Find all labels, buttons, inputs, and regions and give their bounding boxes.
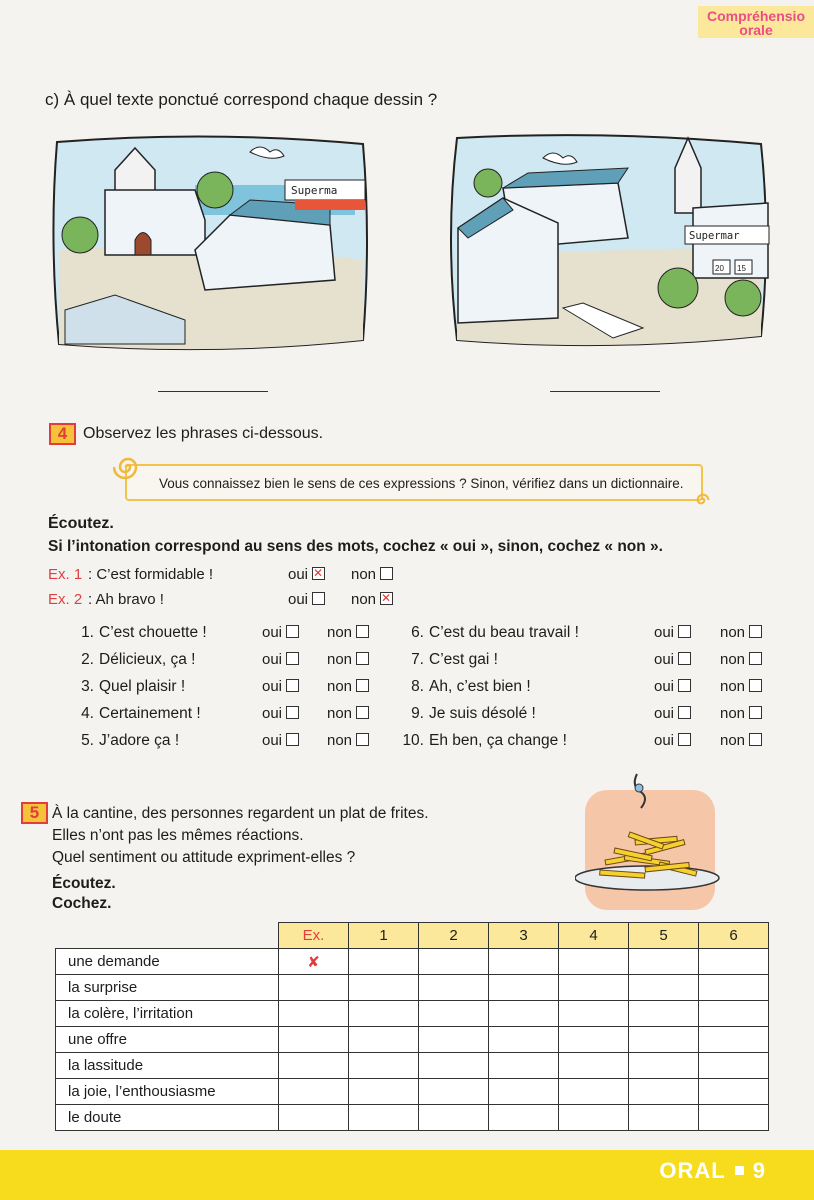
footer-label bbox=[659, 1158, 766, 1184]
example-label: Ex. 1 bbox=[48, 566, 83, 583]
no-label: non bbox=[327, 678, 353, 695]
footer-section: ORAL bbox=[659, 1158, 726, 1183]
example-mark bbox=[279, 975, 349, 1001]
yes-option bbox=[654, 651, 691, 668]
spiral-icon bbox=[113, 452, 143, 482]
answer-cell[interactable] bbox=[559, 1027, 629, 1053]
no-checkbox[interactable] bbox=[749, 652, 762, 665]
example-mark bbox=[279, 1105, 349, 1131]
no-checkbox[interactable] bbox=[356, 679, 369, 692]
table-row bbox=[56, 1001, 769, 1027]
exercise-5-line-1: À la cantine, des personnes regardent un plat de frites. bbox=[52, 805, 429, 822]
answer-cell[interactable] bbox=[419, 975, 489, 1001]
no-label: non bbox=[327, 732, 353, 749]
answer-cell[interactable] bbox=[699, 949, 769, 975]
yes-label: oui bbox=[654, 624, 675, 641]
no-option bbox=[351, 566, 393, 583]
section-tab-line1: Compréhensio bbox=[706, 8, 805, 24]
answer-cell[interactable] bbox=[699, 1027, 769, 1053]
item-number: 5. bbox=[81, 732, 94, 749]
no-checkbox[interactable] bbox=[749, 733, 762, 746]
yes-option bbox=[262, 705, 299, 722]
yes-label: oui bbox=[654, 678, 675, 695]
answer-cell[interactable] bbox=[699, 1001, 769, 1027]
no-label: non bbox=[327, 705, 353, 722]
no-option bbox=[327, 624, 369, 641]
page-footer bbox=[0, 1150, 814, 1200]
no-checkbox[interactable] bbox=[380, 592, 393, 605]
row-label: la surprise bbox=[56, 975, 279, 1001]
item-text: C’est gai ! bbox=[429, 651, 498, 668]
yes-label: oui bbox=[262, 624, 283, 641]
no-option bbox=[720, 651, 762, 668]
answer-cell[interactable] bbox=[349, 975, 419, 1001]
phrase-item bbox=[70, 732, 179, 750]
yes-checkbox[interactable] bbox=[312, 567, 325, 580]
answer-cell[interactable] bbox=[489, 975, 559, 1001]
grid-corner bbox=[56, 923, 279, 949]
answer-cell[interactable] bbox=[419, 1079, 489, 1105]
answer-cell[interactable] bbox=[559, 1105, 629, 1131]
phrase-item bbox=[400, 678, 531, 696]
answer-cell[interactable] bbox=[489, 1105, 559, 1131]
yes-option bbox=[654, 705, 691, 722]
example-phrase: : C’est formidable ! bbox=[88, 566, 214, 583]
yes-checkbox[interactable] bbox=[286, 679, 299, 692]
price-tag-1: 20 bbox=[715, 264, 724, 273]
no-option bbox=[720, 678, 762, 695]
answer-cell[interactable] bbox=[349, 949, 419, 975]
yes-label: oui bbox=[262, 651, 283, 668]
answer-cell[interactable] bbox=[559, 1001, 629, 1027]
yes-label: oui bbox=[262, 705, 283, 722]
yes-label: oui bbox=[654, 732, 675, 749]
no-option bbox=[327, 678, 369, 695]
no-checkbox[interactable] bbox=[356, 733, 369, 746]
item-text: Certainement ! bbox=[99, 705, 201, 722]
row-label: le doute bbox=[56, 1105, 279, 1131]
exercise-4-title: Observez les phrases ci-dessous. bbox=[83, 425, 324, 442]
answer-cell[interactable] bbox=[629, 1105, 699, 1131]
answer-cell[interactable] bbox=[489, 1079, 559, 1105]
yes-label: oui bbox=[288, 566, 309, 583]
no-checkbox[interactable] bbox=[356, 652, 369, 665]
answer-cell[interactable] bbox=[559, 949, 629, 975]
spiral-icon-small bbox=[693, 490, 713, 510]
yes-option bbox=[288, 591, 325, 608]
item-number: 3. bbox=[81, 678, 94, 695]
no-option bbox=[720, 624, 762, 641]
no-checkbox[interactable] bbox=[749, 679, 762, 692]
item-text: J’adore ça ! bbox=[99, 732, 180, 749]
item-number: 1. bbox=[81, 624, 94, 641]
no-option bbox=[720, 705, 762, 722]
village-illustration-1 bbox=[45, 130, 375, 358]
answer-cell[interactable] bbox=[349, 1053, 419, 1079]
yes-option bbox=[654, 678, 691, 695]
item-text: Eh ben, ça change ! bbox=[429, 732, 567, 749]
no-option bbox=[720, 732, 762, 749]
answer-cell[interactable] bbox=[629, 1027, 699, 1053]
yes-option bbox=[654, 732, 691, 749]
answer-cell[interactable] bbox=[629, 975, 699, 1001]
answer-cell[interactable] bbox=[349, 1105, 419, 1131]
col-header-2: 2 bbox=[419, 923, 489, 949]
answer-cell[interactable] bbox=[419, 949, 489, 975]
yes-checkbox[interactable] bbox=[286, 733, 299, 746]
yes-checkbox[interactable] bbox=[678, 679, 691, 692]
answer-cell[interactable] bbox=[629, 1001, 699, 1027]
grid-header-row bbox=[56, 923, 769, 949]
square-icon bbox=[735, 1166, 744, 1175]
table-row bbox=[56, 949, 769, 975]
answer-cell[interactable] bbox=[419, 1027, 489, 1053]
answer-cell[interactable] bbox=[349, 1001, 419, 1027]
col-header-4: 4 bbox=[559, 923, 629, 949]
phrase-item bbox=[400, 651, 498, 669]
col-header-5: 5 bbox=[629, 923, 699, 949]
answer-cell[interactable] bbox=[699, 1079, 769, 1105]
phrase-item bbox=[400, 705, 536, 723]
yes-option bbox=[262, 732, 299, 749]
no-option bbox=[327, 651, 369, 668]
example-row-1 bbox=[48, 566, 377, 583]
exercise-5-number: 5 bbox=[21, 802, 48, 824]
answer-cell[interactable] bbox=[699, 975, 769, 1001]
example-mark bbox=[279, 1053, 349, 1079]
tip-box bbox=[125, 464, 703, 501]
yes-option bbox=[262, 624, 299, 641]
item-text: Quel plaisir ! bbox=[99, 678, 186, 695]
row-label: la lassitude bbox=[56, 1053, 279, 1079]
answer-cell[interactable] bbox=[559, 1079, 629, 1105]
example-mark bbox=[279, 1001, 349, 1027]
no-option bbox=[327, 705, 369, 722]
no-label: non bbox=[351, 566, 377, 583]
section-tab-line2: orale bbox=[739, 22, 773, 38]
exercise-5-listen: Écoutez. bbox=[52, 875, 116, 892]
item-number: 6. bbox=[411, 624, 424, 641]
answer-cell[interactable] bbox=[349, 1079, 419, 1105]
phrase-item bbox=[70, 651, 195, 669]
example-label: Ex. 2 bbox=[48, 591, 83, 608]
exercise-5-text bbox=[52, 803, 429, 869]
no-checkbox[interactable] bbox=[749, 625, 762, 638]
row-label: une offre bbox=[56, 1027, 279, 1053]
table-row bbox=[56, 1053, 769, 1079]
exercise-5-line-3: Quel sentiment ou attitude expriment-elles ? bbox=[52, 849, 356, 866]
yes-checkbox[interactable] bbox=[312, 592, 325, 605]
yes-label: oui bbox=[654, 705, 675, 722]
no-checkbox[interactable] bbox=[356, 706, 369, 719]
item-text: C’est du beau travail ! bbox=[429, 624, 579, 641]
answer-cell[interactable] bbox=[419, 1001, 489, 1027]
yes-option bbox=[262, 651, 299, 668]
tip-text: Vous connaissez bien le sens de ces expressions ? Sinon, vérifiez dans un dictionnaire. bbox=[159, 476, 684, 491]
fries-plate-illustration bbox=[575, 770, 725, 915]
yes-checkbox[interactable] bbox=[678, 652, 691, 665]
phrase-item bbox=[70, 678, 185, 696]
exercise-5-line-2: Elles n’ont pas les mêmes réactions. bbox=[52, 827, 304, 844]
answer-cell[interactable] bbox=[629, 1053, 699, 1079]
no-label: non bbox=[327, 624, 353, 641]
yes-checkbox[interactable] bbox=[286, 706, 299, 719]
emotion-grid bbox=[55, 922, 769, 1131]
no-label: non bbox=[720, 651, 746, 668]
table-row bbox=[56, 1027, 769, 1053]
no-checkbox[interactable] bbox=[380, 567, 393, 580]
yes-checkbox[interactable] bbox=[678, 733, 691, 746]
answer-cell[interactable] bbox=[349, 1027, 419, 1053]
exercise-4-listen: Écoutez. bbox=[48, 515, 114, 532]
table-row bbox=[56, 975, 769, 1001]
no-label: non bbox=[327, 651, 353, 668]
no-checkbox[interactable] bbox=[356, 625, 369, 638]
exercise-5-check: Cochez. bbox=[52, 895, 112, 912]
answer-cell[interactable] bbox=[699, 1105, 769, 1131]
item-number: 10. bbox=[402, 732, 424, 749]
yes-label: oui bbox=[654, 651, 675, 668]
col-header-ex: Ex. bbox=[279, 923, 349, 949]
answer-cell[interactable] bbox=[489, 1053, 559, 1079]
answer-cell[interactable] bbox=[419, 1053, 489, 1079]
answer-cell[interactable] bbox=[699, 1053, 769, 1079]
yes-checkbox[interactable] bbox=[286, 652, 299, 665]
col-header-3: 3 bbox=[489, 923, 559, 949]
no-checkbox[interactable] bbox=[749, 706, 762, 719]
section-tab bbox=[698, 6, 814, 38]
answer-cell[interactable] bbox=[629, 949, 699, 975]
village-illustration-2 bbox=[443, 128, 773, 356]
item-number: 9. bbox=[411, 705, 424, 722]
col-header-6: 6 bbox=[699, 923, 769, 949]
no-option bbox=[327, 732, 369, 749]
yes-label: oui bbox=[288, 591, 309, 608]
example-mark bbox=[279, 1079, 349, 1105]
answer-cell[interactable] bbox=[489, 1001, 559, 1027]
col-header-1: 1 bbox=[349, 923, 419, 949]
item-text: C’est chouette ! bbox=[99, 624, 207, 641]
no-label: non bbox=[720, 705, 746, 722]
phrase-item bbox=[400, 732, 567, 750]
question-c: c) À quel texte ponctué correspond chaque dessin ? bbox=[45, 90, 438, 109]
yes-label: oui bbox=[262, 678, 283, 695]
item-number: 7. bbox=[411, 651, 424, 668]
exercise-5-instructions bbox=[52, 874, 116, 914]
no-label: non bbox=[720, 624, 746, 641]
example-mark bbox=[279, 1027, 349, 1053]
yes-checkbox[interactable] bbox=[286, 625, 299, 638]
item-number: 2. bbox=[81, 651, 94, 668]
exercise-4-instruction: Si l’intonation correspond au sens des mots, cochez « oui », sinon, cochez « non ». bbox=[48, 538, 663, 555]
phrase-item bbox=[70, 624, 207, 642]
item-number: 8. bbox=[411, 678, 424, 695]
supermarket-sign-1: Superma bbox=[291, 184, 338, 197]
no-option bbox=[351, 591, 393, 608]
example-mark: ✘ bbox=[279, 949, 349, 975]
answer-cell[interactable] bbox=[489, 1027, 559, 1053]
item-number: 4. bbox=[81, 705, 94, 722]
table-row bbox=[56, 1079, 769, 1105]
no-label: non bbox=[351, 591, 377, 608]
phrase-item bbox=[70, 705, 201, 723]
yes-checkbox[interactable] bbox=[678, 625, 691, 638]
answer-cell[interactable] bbox=[559, 975, 629, 1001]
yes-option bbox=[288, 566, 325, 583]
yes-checkbox[interactable] bbox=[678, 706, 691, 719]
supermarket-sign-2: Supermar bbox=[689, 230, 740, 242]
phrase-item bbox=[400, 624, 579, 642]
yes-option bbox=[262, 678, 299, 695]
row-label: la colère, l’irritation bbox=[56, 1001, 279, 1027]
price-tag-2: 15 bbox=[737, 264, 746, 273]
table-row bbox=[56, 1105, 769, 1131]
answer-cell[interactable] bbox=[489, 949, 559, 975]
row-label: une demande bbox=[56, 949, 279, 975]
answer-cell[interactable] bbox=[419, 1105, 489, 1131]
item-text: Je suis désolé ! bbox=[429, 705, 536, 722]
example-row-2 bbox=[48, 591, 377, 608]
exercise-4-number: 4 bbox=[49, 423, 76, 445]
yes-label: oui bbox=[262, 732, 283, 749]
item-text: Délicieux, ça ! bbox=[99, 651, 196, 668]
no-label: non bbox=[720, 678, 746, 695]
item-text: Ah, c’est bien ! bbox=[429, 678, 531, 695]
answer-line-2[interactable] bbox=[550, 391, 660, 392]
example-phrase: : Ah bravo ! bbox=[88, 591, 164, 608]
page-number: 9 bbox=[752, 1158, 766, 1183]
row-label: la joie, l’enthousiasme bbox=[56, 1079, 279, 1105]
answer-line-1[interactable] bbox=[158, 391, 268, 392]
answer-cell[interactable] bbox=[559, 1053, 629, 1079]
answer-cell[interactable] bbox=[629, 1079, 699, 1105]
no-label: non bbox=[720, 732, 746, 749]
yes-option bbox=[654, 624, 691, 641]
